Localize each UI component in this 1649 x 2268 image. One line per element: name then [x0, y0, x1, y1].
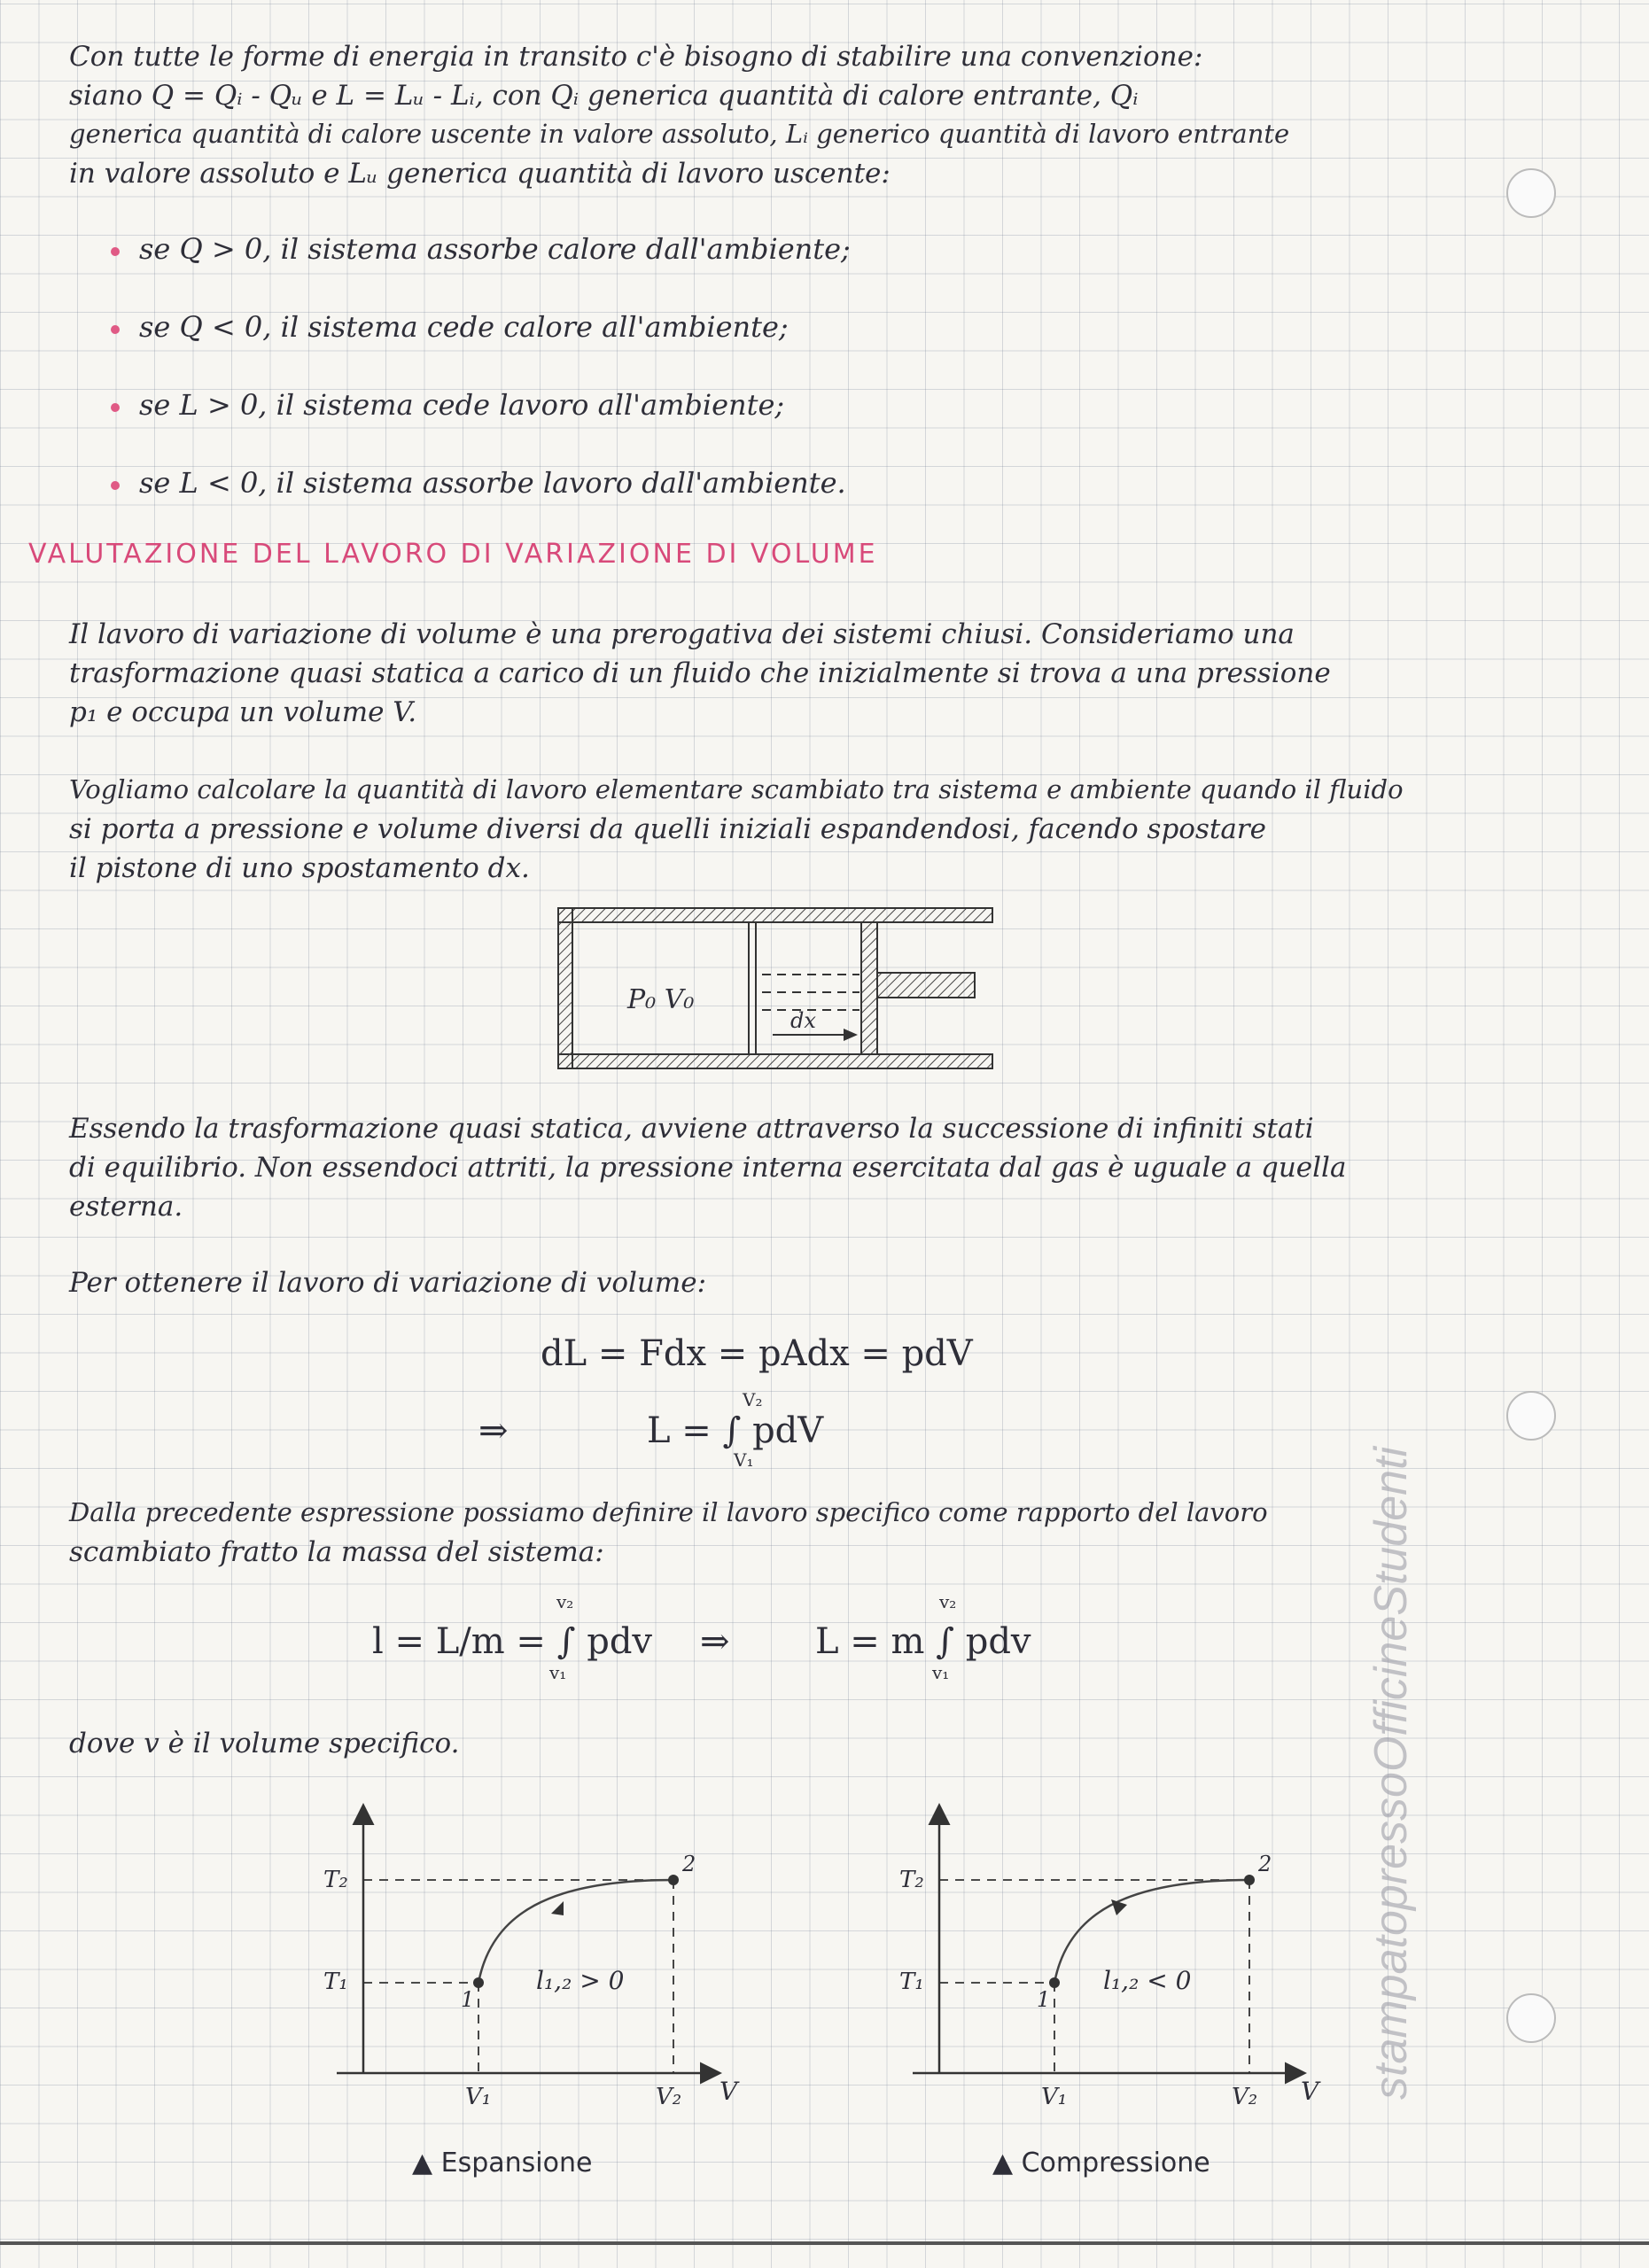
graph-expansion	[301, 1790, 762, 2109]
bullet-dot	[111, 247, 120, 256]
x-right-label: V₂	[656, 2084, 682, 2109]
point-2	[1244, 1875, 1255, 1885]
bullet-dot	[111, 325, 120, 334]
para2-line-2: si porta a pressione e volume diversi da quelli iniziali espandendosi, facendo spostare	[69, 813, 1266, 845]
binder-hole-bottom	[1506, 1993, 1556, 2043]
implies-arrow: ⇒	[478, 1410, 509, 1451]
formula-L-mass-upper: v₂	[939, 1591, 957, 1612]
bullet-dot	[111, 481, 120, 490]
intro-line-1: Con tutte le forme di energia in transito c'è bisogno di stabilire una convenzione:	[69, 41, 1203, 73]
intro-line-3: generica quantità di calore uscente in valore assoluto, Lᵢ generico quantità di lavoro entrante	[69, 119, 1290, 149]
point-start-label: 1	[461, 1987, 475, 2012]
para5-line-2: scambiato fratto la massa del sistema:	[69, 1536, 604, 1568]
point-1	[1049, 1977, 1060, 1988]
x-axis-label: V	[1301, 2077, 1319, 2106]
cylinder-bottom-wall	[558, 1054, 992, 1068]
x-left-label: V₁	[465, 2084, 492, 2109]
para1-line-3: p₁ e occupa un volume V.	[69, 696, 417, 728]
para2-line-3: il pistone di uno spostamento dx.	[69, 852, 530, 884]
bullet-item: se Q > 0, il sistema assorbe calore dall'ambiente;	[111, 232, 851, 266]
page-bottom-edge	[0, 2241, 1649, 2245]
intro-line-2: siano Q = Qᵢ - Qᵤ e L = Lᵤ - Lᵢ, con Qᵢ generica quantità di calore entrante, Qᵢ	[69, 80, 1139, 112]
direction-arrow	[551, 1901, 564, 1915]
point-end-label: 2	[682, 1852, 696, 1876]
work-label: l₁,₂ > 0	[536, 1966, 625, 1995]
graph-compression	[877, 1790, 1338, 2109]
formula-specific-work: l = L/m = ∫ pdv	[372, 1621, 653, 1662]
piston-rod	[877, 973, 975, 998]
cylinder-left-wall	[558, 908, 572, 1068]
formula-L-upper: V₂	[743, 1389, 763, 1410]
intro-line-4: in valore assoluto e Lᵤ generica quantità di lavoro uscente:	[69, 158, 891, 190]
para1-line-1: Il lavoro di variazione di volume è una prerogativa dei sistemi chiusi. Consideriamo una	[69, 618, 1295, 650]
caption-expansion: ▲ Espansione	[412, 2148, 593, 2179]
bullet-item: se L < 0, il sistema assorbe lavoro dall'ambiente.	[111, 466, 846, 500]
dx-label: dx	[790, 1008, 816, 1033]
work-label: l₁,₂ < 0	[1103, 1966, 1192, 1995]
y-top-label: T₂	[899, 1867, 924, 1893]
para3-line-2: di equilibrio. Non essendoci attriti, la pressione interna esercitata dal gas è uguale a quella	[69, 1152, 1347, 1184]
y-bottom-label: T₁	[323, 1969, 348, 1995]
x-left-label: V₁	[1041, 2084, 1068, 2109]
formula-dL: dL = Fdx = pAdx = pdV	[541, 1333, 973, 1374]
formula-L-mass-lower: v₁	[932, 1662, 950, 1683]
bullet-item: se Q < 0, il sistema cede calore all'ambiente;	[111, 310, 789, 344]
point-1	[473, 1977, 484, 1988]
y-top-label: T₂	[323, 1867, 348, 1893]
bullet-dot	[111, 403, 120, 412]
para6-line: dove v è il volume specifico.	[69, 1728, 460, 1759]
x-axis-label: V	[719, 2077, 738, 2106]
para3-line-1: Essendo la trasformazione quasi statica, avviene attraverso la successione di infiniti stati	[69, 1113, 1314, 1145]
implies-arrow-2: ⇒	[700, 1621, 730, 1662]
bullet-item: se L > 0, il sistema cede lavoro all'ambiente;	[111, 388, 784, 422]
section-heading: VALUTAZIONE DEL LAVORO DI VARIAZIONE DI VOLUME	[28, 539, 878, 570]
para3-line-3: esterna.	[69, 1191, 183, 1223]
formula-L-mass: L = m ∫ pdv	[815, 1621, 1031, 1662]
watermark: stampatopressoOfficineStudenti	[1365, 1446, 1417, 2100]
dx-arrow-head	[844, 1029, 858, 1041]
para5-line-1: Dalla precedente espressione possiamo definire il lavoro specifico come rapporto del lavoro	[69, 1497, 1268, 1527]
piston-diagram	[549, 904, 1010, 1081]
caption-compression: ▲ Compressione	[992, 2148, 1210, 2179]
formula-L-lower: V₁	[734, 1449, 754, 1471]
x-right-label: V₂	[1232, 2084, 1258, 2109]
cylinder-top-wall	[558, 908, 992, 922]
piston-head	[861, 922, 877, 1054]
binder-hole-top	[1506, 168, 1556, 218]
para2-line-1: Vogliamo calcolare la quantità di lavoro elementare scambiato tra sistema e ambiente quando il fluido	[69, 774, 1404, 804]
para4-line: Per ottenere il lavoro di variazione di volume:	[69, 1267, 707, 1299]
y-bottom-label: T₁	[899, 1969, 924, 1995]
state-label: P₀ V₀	[627, 984, 695, 1015]
formula-L: L = ∫ pdV	[647, 1410, 824, 1451]
formula-specific-lower: v₁	[549, 1662, 567, 1683]
point-2	[668, 1875, 679, 1885]
point-start-label: 1	[1037, 1987, 1051, 2012]
formula-specific-upper: v₂	[556, 1591, 574, 1612]
para1-line-2: trasformazione quasi statica a carico di un fluido che inizialmente si trova a una pressione	[69, 657, 1331, 689]
binder-hole-middle	[1506, 1391, 1556, 1441]
point-end-label: 2	[1258, 1852, 1272, 1876]
